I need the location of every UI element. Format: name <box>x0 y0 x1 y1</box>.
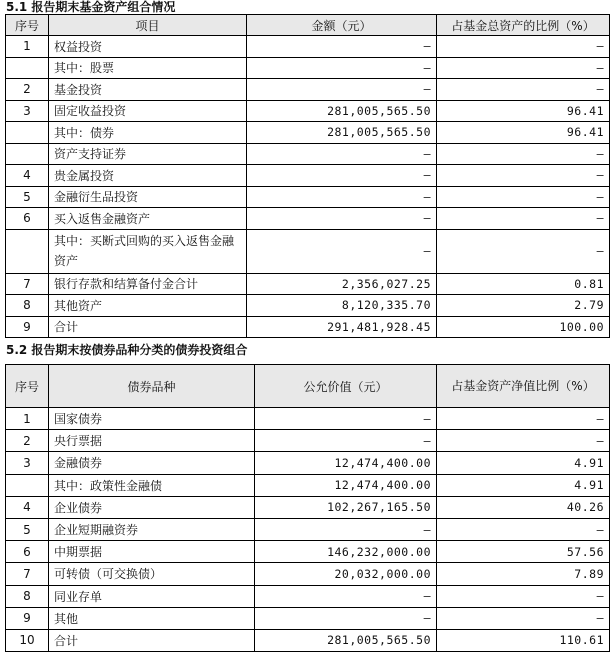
row-no: 8 <box>6 585 49 607</box>
table-row <box>6 36 610 58</box>
table-row-total <box>6 629 610 651</box>
row-item: 合计 <box>49 316 247 338</box>
row-ratio: – <box>437 607 610 629</box>
row-item: 央行票据 <box>49 430 255 452</box>
row-ratio: 110.61 <box>437 629 610 651</box>
row-value: 12,474,400.00 <box>255 452 437 474</box>
row-no <box>6 229 49 273</box>
column-header-bond-type: 债券品种 <box>49 365 255 408</box>
column-header-fair-value: 公允价值（元） <box>255 365 437 408</box>
table-row-total <box>6 316 610 338</box>
row-ratio: 96.41 <box>437 122 610 144</box>
table-row <box>6 122 610 144</box>
row-ratio: – <box>437 79 610 101</box>
row-no: 2 <box>6 430 49 452</box>
row-item: 其中：买断式回购的买入返售金融资产 <box>49 229 247 273</box>
table-row <box>6 273 610 295</box>
row-ratio: 40.26 <box>437 496 610 518</box>
row-value: – <box>255 585 437 607</box>
row-item: 其他资产 <box>49 295 247 317</box>
row-ratio: 57.56 <box>437 541 610 563</box>
row-item: 其中：政策性金融债 <box>49 474 255 496</box>
row-item: 银行存款和结算备付金合计 <box>49 273 247 295</box>
row-no: 9 <box>6 607 49 629</box>
row-amount: – <box>247 186 437 208</box>
row-ratio: – <box>437 186 610 208</box>
table-row <box>6 186 610 208</box>
row-ratio: – <box>437 585 610 607</box>
row-amount: 281,005,565.50 <box>247 100 437 122</box>
row-no <box>6 474 49 496</box>
row-item: 中期票据 <box>49 541 255 563</box>
row-no: 3 <box>6 452 49 474</box>
row-item: 基金投资 <box>49 79 247 101</box>
table-row <box>6 430 610 452</box>
table-row <box>6 518 610 540</box>
row-no: 10 <box>6 629 49 651</box>
row-amount: – <box>247 165 437 187</box>
table-row <box>6 79 610 101</box>
row-item: 可转债（可交换债） <box>49 563 255 585</box>
row-no: 3 <box>6 100 49 122</box>
row-item: 权益投资 <box>49 36 247 58</box>
table-row <box>6 607 610 629</box>
row-no: 5 <box>6 518 49 540</box>
row-no: 5 <box>6 186 49 208</box>
row-item: 金融衍生品投资 <box>49 186 247 208</box>
row-amount: 281,005,565.50 <box>247 122 437 144</box>
row-amount: – <box>247 229 437 273</box>
row-value: 281,005,565.50 <box>255 629 437 651</box>
section-title-bond-portfolio: 5.2 报告期末按债券品种分类的债券投资组合 <box>6 343 248 357</box>
row-item: 其他 <box>49 607 255 629</box>
table-row <box>6 143 610 165</box>
row-ratio: 7.89 <box>437 563 610 585</box>
table-row <box>6 452 610 474</box>
row-value: 12,474,400.00 <box>255 474 437 496</box>
table-row <box>6 474 610 496</box>
row-item: 其中：股票 <box>49 57 247 79</box>
row-ratio: – <box>437 208 610 230</box>
bond-portfolio-table <box>5 364 610 652</box>
row-ratio: 96.41 <box>437 100 610 122</box>
row-amount: 8,120,335.70 <box>247 295 437 317</box>
row-amount: – <box>247 57 437 79</box>
row-ratio: – <box>437 229 610 273</box>
column-header-item: 项目 <box>49 15 247 36</box>
row-no: 1 <box>6 36 49 58</box>
row-no: 1 <box>6 408 49 430</box>
row-ratio: – <box>437 518 610 540</box>
row-no <box>6 122 49 144</box>
row-item: 固定收益投资 <box>49 100 247 122</box>
table-row <box>6 541 610 563</box>
row-amount: – <box>247 79 437 101</box>
row-ratio: 2.79 <box>437 295 610 317</box>
row-no: 4 <box>6 165 49 187</box>
row-ratio: 0.81 <box>437 273 610 295</box>
row-item: 资产支持证券 <box>49 143 247 165</box>
row-ratio: – <box>437 430 610 452</box>
row-no: 4 <box>6 496 49 518</box>
row-ratio: – <box>437 165 610 187</box>
row-ratio: 4.91 <box>437 452 610 474</box>
row-item: 金融债券 <box>49 452 255 474</box>
row-amount: – <box>247 143 437 165</box>
row-item: 合计 <box>49 629 255 651</box>
column-header-ratio: 占基金总资产的比例（%） <box>437 15 610 36</box>
row-no: 7 <box>6 563 49 585</box>
row-amount: – <box>247 36 437 58</box>
row-no: 8 <box>6 295 49 317</box>
table-row <box>6 100 610 122</box>
row-no <box>6 57 49 79</box>
table-row <box>6 563 610 585</box>
table-row <box>6 57 610 79</box>
table-header-row <box>6 15 610 36</box>
row-item: 贵金属投资 <box>49 165 247 187</box>
row-ratio: – <box>437 143 610 165</box>
section-title-asset-allocation: 5.1 报告期末基金资产组合情况 <box>6 0 176 14</box>
row-ratio: – <box>437 408 610 430</box>
row-value: – <box>255 408 437 430</box>
row-no: 6 <box>6 208 49 230</box>
table-row <box>6 295 610 317</box>
table-row <box>6 408 610 430</box>
row-item: 同业存单 <box>49 585 255 607</box>
row-item: 买入返售金融资产 <box>49 208 247 230</box>
row-item: 其中：债券 <box>49 122 247 144</box>
row-item: 企业短期融资券 <box>49 518 255 540</box>
table-row <box>6 165 610 187</box>
row-value: – <box>255 607 437 629</box>
row-ratio: 4.91 <box>437 474 610 496</box>
column-header-no: 序号 <box>6 365 49 408</box>
row-no: 6 <box>6 541 49 563</box>
row-value: – <box>255 430 437 452</box>
row-ratio: – <box>437 57 610 79</box>
row-value: 20,032,000.00 <box>255 563 437 585</box>
table-row <box>6 496 610 518</box>
row-amount: 2,356,027.25 <box>247 273 437 295</box>
row-no: 2 <box>6 79 49 101</box>
row-ratio: 100.00 <box>437 316 610 338</box>
row-item: 企业债券 <box>49 496 255 518</box>
row-ratio: – <box>437 36 610 58</box>
row-no <box>6 143 49 165</box>
row-item: 国家债券 <box>49 408 255 430</box>
row-amount: – <box>247 208 437 230</box>
row-value: 102,267,165.50 <box>255 496 437 518</box>
table-row <box>6 585 610 607</box>
row-amount: 291,481,928.45 <box>247 316 437 338</box>
row-value: – <box>255 518 437 540</box>
row-no: 9 <box>6 316 49 338</box>
table-header-row <box>6 365 610 408</box>
column-header-amount: 金额（元） <box>247 15 437 36</box>
table-row <box>6 229 610 273</box>
asset-allocation-table <box>5 14 610 338</box>
table-row <box>6 208 610 230</box>
column-header-no: 序号 <box>6 15 49 36</box>
column-header-nav-ratio: 占基金资产净值比例（%） <box>437 365 610 408</box>
row-value: 146,232,000.00 <box>255 541 437 563</box>
row-no: 7 <box>6 273 49 295</box>
